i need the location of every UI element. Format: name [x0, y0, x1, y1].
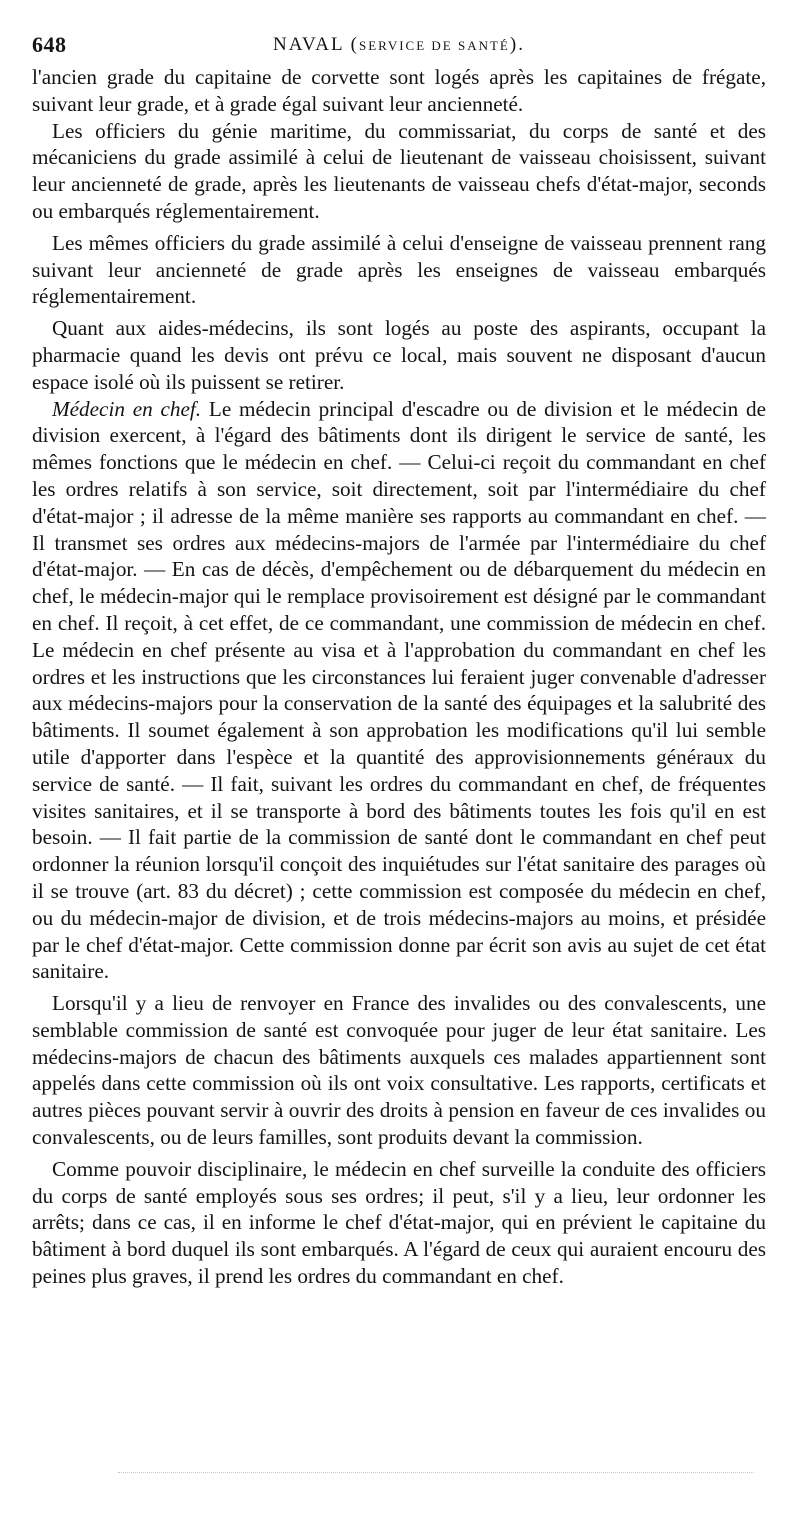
paragraph-text: Comme pouvoir disciplinaire, le médecin en chef surveille la conduite des officiers du corps de santé employés sous ses ordres; il peut, s'il y a lieu, leur ordonner les arrêts; dans ce cas, il en informe le chef d'état-major, qui en prévient le capitaine du bâtiment à bord duquel ils sont embarqués. A l'égard de ceux qui auraient encouru des peines plus graves, il prend les ordres du commandant en chef. — [32, 1156, 766, 1289]
paragraph-text: l'ancien grade du capitaine de corvette sont logés après les capitaines de frégate, suivant leur grade, et à grade égal suivant leur ancienneté. — [32, 65, 766, 116]
page-header — [32, 28, 766, 58]
running-head-main: NAVAL ( — [273, 34, 360, 55]
running-head — [32, 34, 766, 56]
paragraph-aides-medecins — [32, 315, 766, 395]
book-page — [32, 28, 766, 1290]
running-head-close: ). — [509, 34, 525, 55]
paragraph-text: Lorsqu'il y a lieu de renvoyer en France des invalides ou des convalescents, une semblable commission de santé est convoquée pour juger de leur état sanitaire. Les médecins-majors de chacun des bâtiments auxquels ces malades appartiennent sont appelés dans cette commission où ils ont voix consultative. Les rapports, certificats et autres pièces pouvant servir à ouvrir des droits à pension en faveur de ces invalides ou convalescents, ou de leurs familles, sont produits devant la commission. — [32, 991, 766, 1150]
section-lead: Médecin en chef. — [52, 396, 202, 421]
paragraph-continuation — [32, 64, 766, 118]
paragraph-text: Le médecin principal d'escadre ou de division et le médecin de division exercent, à l'égard des bâtiments dont ils dirigent le service de santé, les mêmes fonctions que le médecin en chef. — Celui-ci reçoit du commandant en chef les ordres relatifs à son service, soit directement, soit par l'intermédiaire du chef d'état-major ; il adresse de la même manière ses rapports au commandant en chef. — Il transmet ses ordres aux médecins-majors de l'armée par l'intermédiaire du chef d'état-major. — En cas de décès, d'empêchement ou de débarquement du médecin en chef, le médecin-major qui le remplace provisoirement est désigné par le commandant en chef. Il reçoit, à cet effet, de ce commandant, une commission de médecin en chef. Le médecin en chef présente au visa et à l'approbation du commandant en chef les ordres et les instructions que les circonstances lui feraient juger convenable d'adresser aux médecins-majors pour la conservation de la santé des équipages et la salubrité des bâtiments. Il soumet également à son approbation les modifications qu'il lui semble utile d'apporter dans l'espèce et la quantité des approvisionnements généraux du service de santé. — Il fait, suivant les ordres du commandant en chef, de fréquentes visites sanitaires, et il se transporte à bord des bâtiments toutes les fois qu'il en est besoin. — Il fait partie de la commission de santé dont le commandant en chef peut ordonner la réunion lorsqu'il conçoit des inquiétudes sur l'état sanitaire des parages où il se trouve (art. 83 du décret) ; cette commission est composée du médecin en chef, ou du médecin-major de division, et de trois médecins-majors au moins, et présidée par le chef d'état-major. Cette commission donne par écrit son avis au sujet de cet état sanitaire. — [32, 396, 766, 984]
paragraph-text: Les mêmes officiers du grade assimilé à celui d'enseigne de vaisseau prennent rang suivant leur ancienneté de grade après les enseignes de vaisseau embarqués réglementairement. — [32, 230, 766, 309]
paragraph-text: Les officiers du génie maritime, du commissariat, du corps de santé et des mécaniciens du grade assimilé à celui de lieutenant de vaisseau choisissent, suivant leur ancienneté de grade, après les lieutenants de vaisseau chefs d'état-major, seconds ou embarqués réglementairement. — [32, 118, 766, 223]
paragraph-text: Quant aux aides-médecins, ils sont logés au poste des aspirants, occupant la pharmacie quand les devis ont prévu ce local, mais souvent ne disposant d'aucun espace isolé où ils puissent se retirer. — [32, 316, 766, 394]
paragraph-pouvoir-disciplinaire — [32, 1156, 766, 1290]
paragraph-memes-officiers — [32, 230, 766, 310]
paragraph-officiers-genie — [32, 118, 766, 225]
bottom-dotted-rule — [118, 1472, 754, 1473]
paragraph-medecin-en-chef — [32, 396, 766, 986]
running-head-small-caps: SERVICE DE SANTÉ — [359, 38, 510, 53]
page-body — [32, 64, 766, 1290]
page-number: 648 — [32, 32, 67, 57]
paragraph-invalides — [32, 990, 766, 1151]
